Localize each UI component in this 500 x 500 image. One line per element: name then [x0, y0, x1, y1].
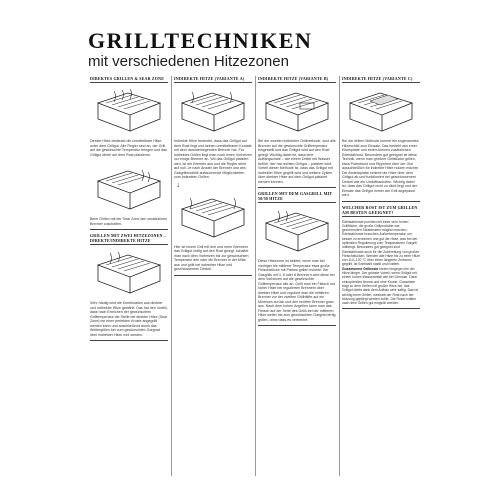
divider [90, 244, 168, 245]
section-text-part: bieten hingegen bei der Hitze länger. Der grösste Vorteil, wenn Grillgut mit einem hohen Wasseranteil wie bei Gemüse. Dann einkuplendes Aroma und eine Kruste. Gusseisen trägt zu dem Grillen mit großer Hitze bei, das Grillgut bleibt dank dem Aufbau sehr saftig. Das ist wichtig beim Grillen, weshalb der Rost nach der Nutzung gepflegt werden sollte. Die Roste sollten nach dem Grillen gut eingeölt werden. [342, 266, 418, 306]
section-heading: GRILLEN MIT ZWEI HITZEZONEN – DIREKTE/INDIREKTE HITZE [90, 233, 166, 243]
divider [90, 340, 168, 341]
divider [174, 82, 252, 83]
divider [90, 229, 168, 230]
divider [258, 325, 336, 326]
divider [174, 275, 252, 276]
divider [342, 308, 420, 309]
grill-three-burner-illustration [176, 195, 250, 241]
grill-5050-illustration [260, 209, 334, 255]
divider [90, 82, 168, 83]
section-heading: GRILLEN MIT DEM GASGRILL MIT 50/50 HITZE [258, 191, 333, 201]
section-text: Hier ist einem Grill mit drei und mehr Brennern das Grillgut mittig auf den Rost gelegt, schaltet man nach dem Vorheizen bis zur gewünschten Temperatur den oder die Brenner in der Mitte aus und grillt bei indirekter Hitze und geschlossenem Deckel. [174, 244, 249, 271]
divider [258, 202, 336, 203]
section-heading: WELCHER ROST IST ZUM GRILLEN AM BESTEN GEEIGNET? [342, 204, 418, 215]
section-text: Indirekte Hitze bedeutet, dass das Grillgut auf dem Rost liegt und keinen unmittelbaren Kontakt mit dem darunterliegenden Brenner hat. Für indirektes Grillen liegt man noch einen Vorheizen vor einige Brenner an. Wo das Grillgut platziert wird, ist der Brenner aus und die Regler steht auf null. Je nach Anzahl der Brenner und des Gasgrillmodells auftauchende Möglichkeiten zum indirekten Grillen. [174, 139, 252, 179]
column-indirect-b [258, 76, 336, 329]
section-heading: INDIREKTE HITZE (VARIANTE C) [342, 76, 413, 81]
grill-illustration [260, 89, 334, 135]
divider [342, 82, 420, 83]
divider [258, 82, 336, 83]
section-heading: INDIREKTE HITZE (VARIANTE B) [258, 76, 329, 81]
page-title: GRILLTECHNIKEN [88, 28, 313, 53]
page-subtitle: mit verschiedenen Hitzezonen [88, 53, 289, 70]
grill-illustration [176, 89, 250, 135]
grill-illustration [92, 89, 166, 135]
section-text: Bei der dritten Methode kommt ein sogenanntes Hitzeschild zum Einsatz. Das besteht aus einer Eisenplatte und einem kleinen zusätzlichen Edelstahlrost. Besonders gut geeignet ist diese Technik, wenn man größere Grillstücke grillen, etwa Putenbrust und Rippchen über der Glut ausschließlich für indirekte Hitze nutzen möchte. Die Abdeckplatte schirmt die Hitze über dem Grillgut ab und funktioniert bei geschlossenem Deckel wie ein Umluftbackofen. Wichtig dabei ist, dass das Grillgut nicht zu dicht liegt und der Einsatz das Grillgut immer am Grill angepasst wird. [342, 139, 420, 197]
column-divider [255, 76, 256, 476]
grill-sear-zone-illustration [92, 167, 166, 213]
section-text: Beim Grillen mit der Sear Zone den zusätzlichen Brenner zuschalten. [90, 217, 168, 226]
section-text-part: Edelstahlroste punkten mit einer sehr hohen Grillfläche, die große Grillprodukte wie geschmorten Steakbraten möglich machen. Edelstahlroste brauchen Außentemperatur, um besser zu erreichen und gut die Hitze, was bei der optimalen Regulierung zum Temperaturen Gargrill mitbringt. Besonders gut geeignet sind Edelstahlroste auch für die Zubereitung von großen Fleischstücken. Werden alle Hitze bis zu einer Hitze von 110–120 °C über einen längeren Zeitraum gegrillt, ist Edelstahl stabil und rostfrei. [342, 219, 420, 267]
divider [258, 187, 336, 188]
section-text: Direkte Hitze bedeutet die unmittelbare Hitze unter dem Grillgut. Alle Regler sind an, der Grill auf die gewünschte Temperatur bringen und das Grillgut direkt auf dem Rost platzieren. [90, 139, 167, 157]
section-text: Diese Hitzezone ist beliebt, wenn man bei niedriger bis mittlerer Temperatur etwa große Fleischstücke mit Parkes grillen möchte. Bei Gasgrills mit 4, 6 oder 8 Brennern wird diese bei dem Vorheizen auf die gewünschte Grilltemperatur alle an. Grillt man ein Fleisch mit hoher Hitze bei regulierten Brennern über direkter Hitze und reguliert man die mittleren Brenner vor der zweiten Grillhälfte auf ein Minimum zurück und den rechten Brenner ganz aus. Nach dem hohen Angrillen kann man das Fleisch auf der Seite des Grills bei der mittleren Hitze weiter bis zum gewünschten Gargrad fertig grillen, ohne dass es verbrennt. [258, 259, 336, 322]
section-heading: DIREKTES GRILLEN & SEAR ZONE [90, 76, 165, 81]
highlight-text: Gusseiserne Grillroste [342, 266, 379, 271]
column-divider [171, 76, 172, 476]
divider [342, 216, 420, 217]
section-text [342, 220, 420, 306]
column-direct-grilling [90, 76, 168, 344]
column-indirect-a [174, 76, 252, 279]
section-text: Sehr häufig wird die Kombination aus direkter und indirekter Hitze gewählt. Das hat den Vorteil, dass nach Erreichen der gewünschten Grilltemperatur die Stelle bei direkter Hitze (Sear Zone) mit einer perfekten Kruste angegrillt werden kann und anschließend durch das Weitergrillen bei zum gewünschten Gargrad über indirekter Hitze ruht werden. [90, 301, 168, 337]
section-text: Bei der zweiten indirekten Grillmethode, sind alle Brenner auf die gewünschte Grilltemperatur eingestellt und das Grillgut wird auf den Rost gelegt. Wichtig dabei ist, dass eine Auffangschale – wie einem Drittel mit Wasser befüllt, hier hat rechten Grillgut – platziert wird. Vorteil dieser Methode ist, dass das Grillgut mit indirekter Hitze gegrillt wird und weitere Zyklen über direkter Hitze auf dem Grillgut platziert werden können. [258, 139, 336, 184]
column-divider [339, 76, 340, 476]
grill-illustration [344, 89, 418, 135]
arrow-down-icon: ↓ [176, 179, 180, 189]
divider [342, 201, 420, 202]
section-heading: INDIREKTE HITZE (VARIANTE A) [174, 76, 245, 81]
column-indirect-c [342, 76, 420, 312]
grill-two-zone-illustration [92, 251, 166, 297]
